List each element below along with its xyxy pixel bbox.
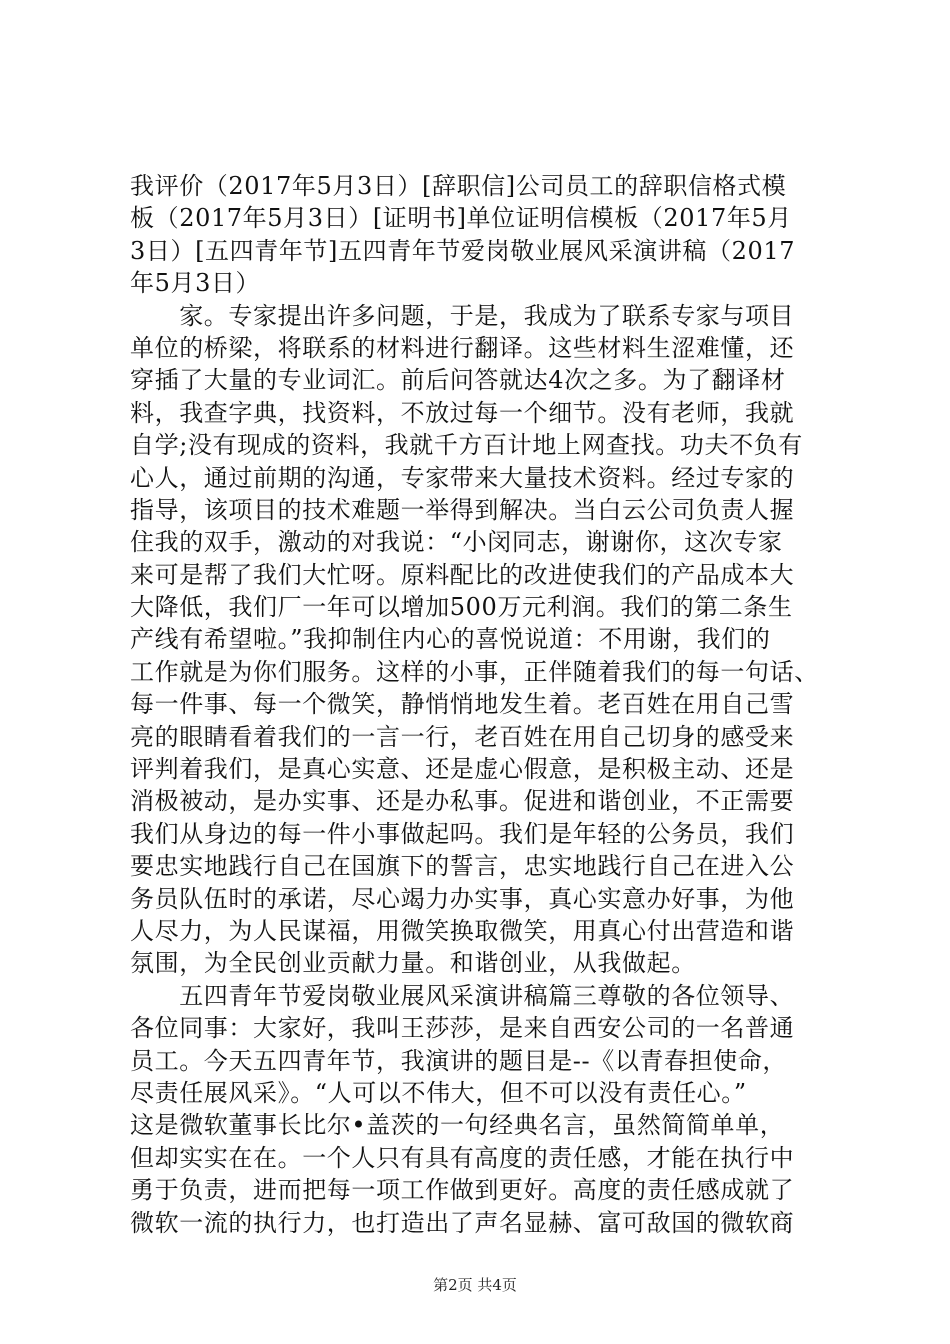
- text-line: 五四青年节爱岗敬业展风采演讲稿篇三尊敬的各位领导、: [130, 981, 795, 1010]
- text-line: 务员队伍时的承诺，尽心竭力办实事，真心实意办好事，为他: [130, 884, 795, 913]
- text-line: 要忠实地践行自己在国旗下的誓言，忠实地践行自己在进入公: [130, 852, 795, 881]
- text-line: 产线有希望啦。”我抑制住内心的喜悦说道：不用谢，我们的: [130, 625, 771, 654]
- text-line: 氛围，为全民创业贡献力量。和谐创业，从我做起。: [130, 949, 696, 978]
- text-line: 自学;没有现成的资料，我就千方百计地上网查找。功夫不负有: [130, 431, 803, 460]
- text-line: 单位的桥梁，将联系的材料进行翻译。这些材料生涩难懂，还: [130, 333, 795, 362]
- text-line: 尽责任展风采》。“人可以不伟大，但不可以没有责任心。”: [130, 1078, 747, 1107]
- text-line: 我们从身边的每一件小事做起吗。我们是年轻的公务员，我们: [130, 819, 795, 848]
- text-line: 这是微软董事长比尔•盖茨的一句经典名言，虽然简简单单，: [130, 1111, 785, 1140]
- text-line: 年5月3日）: [130, 269, 261, 298]
- text-line: 3日）[五四青年节]五四青年节爱岗敬业展风采演讲稿（2017: [130, 236, 796, 265]
- text-line: 勇于负责，进而把每一项工作做到更好。高度的责任感成就了: [130, 1176, 795, 1205]
- text-line: 料，我查字典，找资料，不放过每一个细节。没有老师，我就: [130, 398, 795, 427]
- text-line: 穿插了大量的专业词汇。前后问答就达4次之多。为了翻译材: [130, 366, 786, 395]
- text-line: 板（2017年5月3日）[证明书]单位证明信模板（2017年5月: [130, 204, 792, 233]
- text-line: 各位同事：大家好，我叫王莎莎，是来自西安公司的一名普通: [130, 1014, 795, 1043]
- text-line: 评判着我们，是真心实意、还是虚心假意，是积极主动、还是: [130, 755, 795, 784]
- text-line: 我评价（2017年5月3日）[辞职信]公司员工的辞职信格式模: [130, 172, 787, 200]
- text-line: 人尽力，为人民谋福，用微笑换取微笑，用真心付出营造和谐: [130, 916, 795, 945]
- text-line: 员工。今天五四青年节，我演讲的题目是--《以青春担使命，: [130, 1046, 788, 1075]
- text-line: 指导，该项目的技术难题一举得到解决。当白云公司负责人握: [130, 495, 795, 524]
- text-line: 家。专家提出许多问题，于是，我成为了联系专家与项目: [130, 301, 795, 330]
- page-number: 第2页 共4页: [433, 1276, 517, 1294]
- text-line: 消极被动，是办实事、还是办私事。促进和谐创业，不正需要: [130, 787, 795, 816]
- text-line: 来可是帮了我们大忙呀。原料配比的改进使我们的产品成本大: [130, 560, 795, 589]
- text-line: 心人，通过前期的沟通，专家带来大量技术资料。经过专家的: [130, 463, 795, 492]
- text-line: 但却实实在在。一个人只有具有高度的责任感，才能在执行中: [130, 1143, 795, 1172]
- page-footer: [0, 1275, 950, 1295]
- text-line: 住我的双手，激动的对我说：“小闵同志，谢谢你，这次专家: [130, 528, 783, 557]
- text-line: 每一件事、每一个微笑，静悄悄地发生着。老百姓在用自己雪: [130, 690, 795, 719]
- text-line: 微软一流的执行力，也打造出了声名显赫、富可敌国的微软商: [130, 1208, 795, 1237]
- text-line: 亮的眼睛看着我们的一言一行，老百姓在用自己切身的感受来: [130, 722, 795, 751]
- body-text: [130, 170, 830, 1239]
- text-line: 大降低，我们厂一年可以增加500万元利润。我们的第二条生: [130, 593, 793, 622]
- text-line: 工作就是为你们服务。这样的小事，正伴随着我们的每一句话、: [130, 657, 819, 686]
